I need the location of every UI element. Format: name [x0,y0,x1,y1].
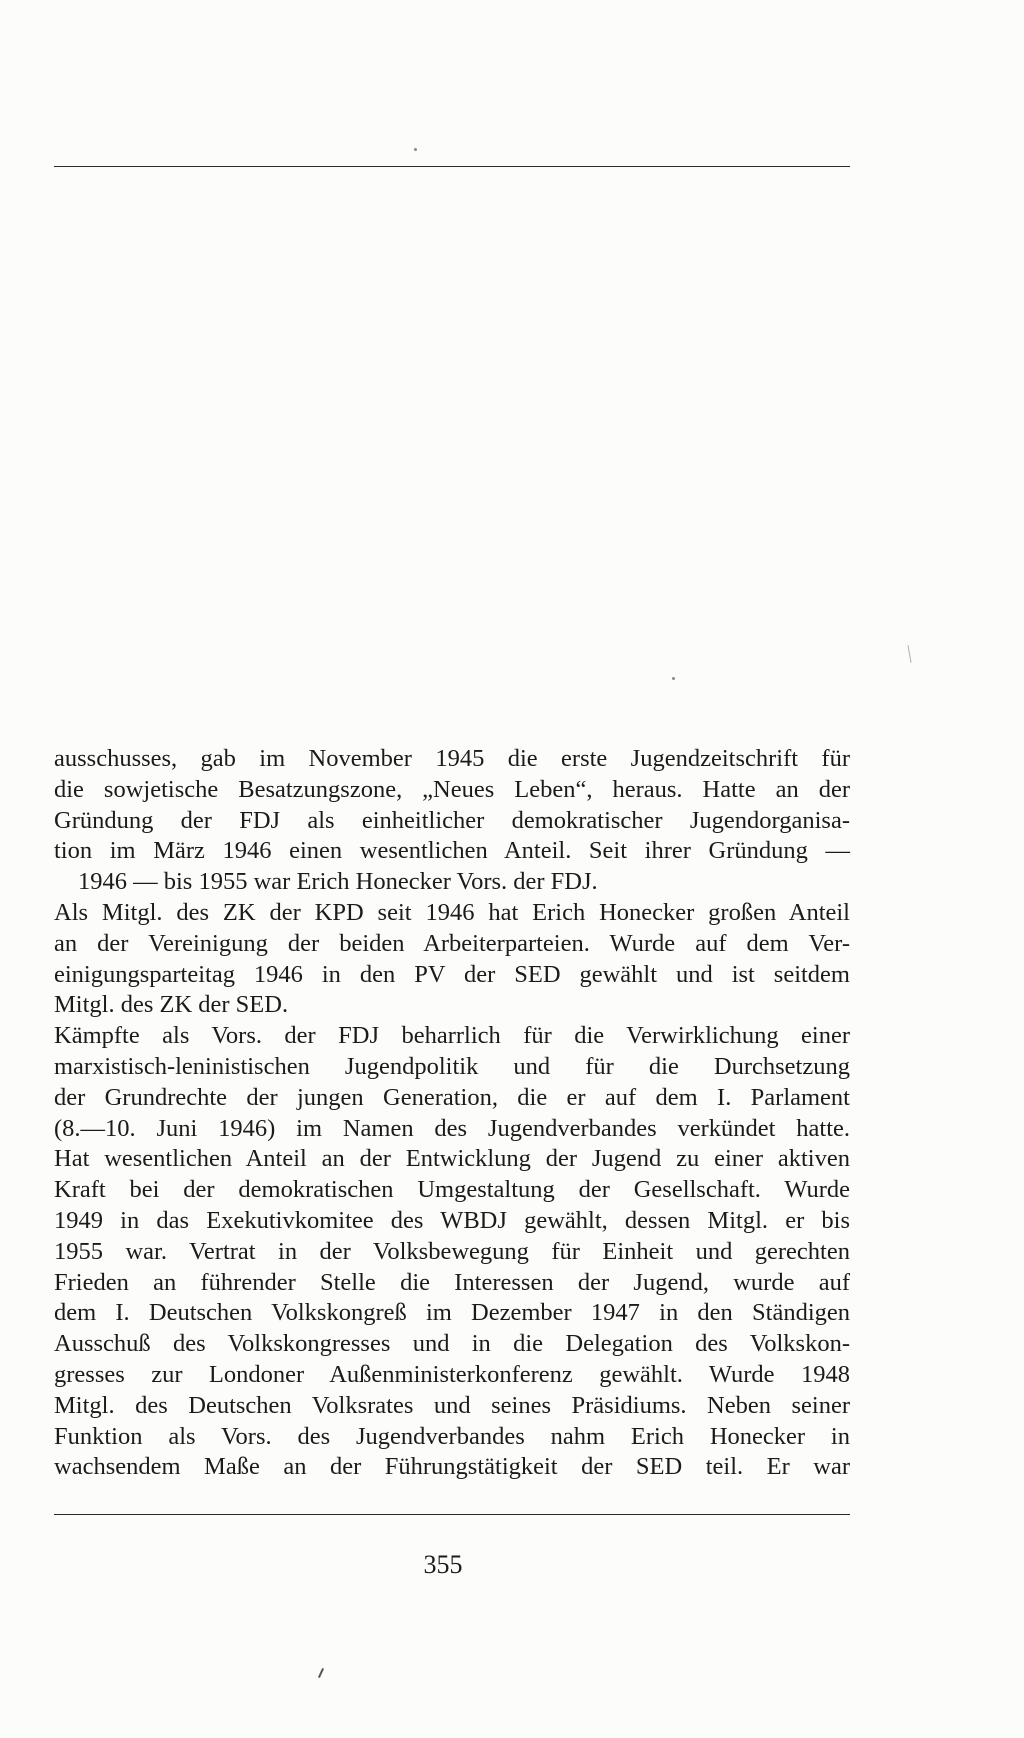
text-line: Hat wesentlichen Anteil an der Entwicklung der Jugend zu einer aktiven [54,1145,850,1173]
scan-speck [414,148,417,151]
text-line: die sowjetische Besatzungszone, „Neues Leben“, heraus. Hatte an der [54,775,850,803]
text-line: Funktion als Vors. des Jugendverbandes nahm Erich Honecker in [54,1422,850,1450]
text-line: 1955 war. Vertrat in der Volksbewegung für Einheit und gerechten [54,1237,850,1265]
header-rule [54,166,850,167]
text-line: Frieden an führender Stelle die Interessen der Jugend, wurde auf [54,1268,850,1296]
text-line: Mitgl. des ZK der SED. [54,991,289,1019]
text-line: Als Mitgl. des ZK der KPD seit 1946 hat Erich Honecker großen Anteil [54,898,850,926]
text-line: Gründung der FDJ als einheitlicher demokratischer Jugendorganisa- [54,806,850,834]
scan-mark [907,645,911,663]
text-line: tion im März 1946 einen wesentlichen Anteil. Seit ihrer Gründung — [54,837,850,865]
text-line: Ausschuß des Volkskongresses und in die Delegation des Volkskon- [54,1330,850,1358]
text-line: 1946 — bis 1955 war Erich Honecker Vors. der FDJ. [78,868,598,896]
scan-speck [672,677,675,680]
text-line: einigungsparteitag 1946 in den PV der SED gewählt und ist seitdem [54,960,850,988]
scan-mark [318,1668,324,1678]
text-line: Kämpfte als Vors. der FDJ beharrlich für die Verwirklichung einer [54,1022,850,1050]
footer-rule [54,1514,850,1515]
text-line: der Grundrechte der jungen Generation, die er auf dem I. Parlament [54,1083,850,1111]
text-line: (8.—10. Juni 1946) im Namen des Jugendverbandes verkündet hatte. [54,1114,850,1142]
text-line: 1949 in das Exekutivkomitee des WBDJ gewählt, dessen Mitgl. er bis [54,1206,850,1234]
text-line: Mitgl. des Deutschen Volksrates und seines Präsidiums. Neben seiner [54,1391,850,1419]
text-line: Kraft bei der demokratischen Umgestaltung der Gesellschaft. Wurde [54,1176,850,1204]
text-line: gresses zur Londoner Außenministerkonferenz gewählt. Wurde 1948 [54,1360,850,1388]
body-text [54,744,850,1483]
text-line: dem I. Deutschen Volkskongreß im Dezember 1947 in den Ständigen [54,1299,850,1327]
text-line: ausschusses, gab im November 1945 die erste Jugendzeitschrift für [54,745,850,772]
text-line: wachsendem Maße an der Führungstätigkeit der SED teil. Er war [54,1453,850,1481]
text-line: an der Vereinigung der beiden Arbeiterparteien. Wurde auf dem Ver- [54,929,850,957]
text-line: marxistisch-leninistischen Jugendpolitik und für die Durchsetzung [54,1052,850,1080]
page-number: 355 [423,1550,463,1579]
